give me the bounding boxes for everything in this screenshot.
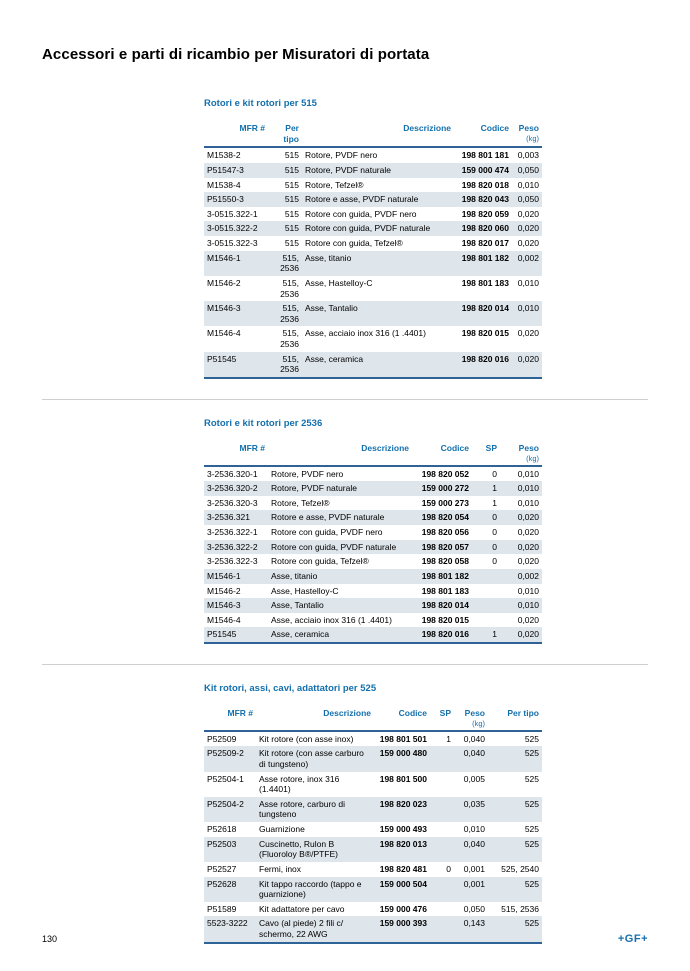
cell-codice: 159 000 272 [421,483,469,494]
cell-per_tipo: 515, 2536 [280,252,299,274]
cell-descrizione: Asse rotore, carburo di tungsteno [259,798,345,820]
cell-mfr: M1546-4 [207,328,241,339]
cell-codice: 198 820 016 [461,353,509,364]
column-header-sp: SP [472,441,500,466]
cell-codice: 198 820 014 [461,303,509,314]
cell-mfr: P51545 [207,353,237,364]
cell-sp: 0 [492,556,497,567]
cell-sp [472,613,500,628]
table-row [204,627,542,643]
cell-per_tipo: 515 [284,150,299,161]
cell-descrizione: Kit adattatore per cavo [259,903,345,914]
cell-descrizione: Guarnizione [259,824,305,834]
cell-per_tipo: 515, 2536 [280,277,299,299]
cell-mfr: M1546-3 [207,303,241,314]
cell-per_tipo: 515 [284,179,299,190]
cell-mfr: M1546-3 [207,600,241,611]
cell-descrizione: Rotore e asse, PVDF naturale [305,194,419,205]
cell-sp: 0 [446,863,451,874]
cell-descrizione: Rotore, Tefzel® [305,179,364,190]
cell-per_tipo: 525 [524,773,539,784]
cell-peso: 0,010 [463,824,485,834]
cell-peso: 0,020 [517,629,539,640]
section-heading: Rotori e kit rotori per 515 [204,98,317,109]
cell-codice: 198 801 182 [461,252,509,263]
cell-codice: 159 000 480 [379,748,427,759]
cell-sp: 1 [492,483,497,494]
cell-mfr: P52509-2 [207,748,244,759]
cell-codice: 159 000 504 [379,878,427,889]
cell-mfr: M1546-2 [207,277,241,288]
cell-per_tipo: 525 [524,878,539,889]
section-divider [42,664,648,665]
cell-descrizione: Rotore con guida, PVDF nero [271,527,383,537]
cell-per_tipo: 515 [284,164,299,175]
cell-codice: 198 820 043 [461,194,509,205]
cell-mfr: P51545 [207,629,237,640]
page-number: 130 [42,934,58,944]
cell-mfr: 3-2536.320-2 [207,483,258,494]
cell-peso: 0,040 [463,838,485,849]
cell-sp [430,822,454,837]
cell-codice: 198 820 013 [379,838,427,849]
cell-descrizione: Kit rotore (con asse carburo di tungsteno) [259,748,364,769]
cell-codice: 198 820 060 [461,223,509,234]
table-row [204,837,542,862]
cell-peso: 0,001 [463,863,485,874]
table-row [204,178,542,193]
parts-table [204,441,542,644]
cell-mfr: M1546-1 [207,252,241,263]
cell-peso: 0,010 [517,468,539,479]
cell-codice: 159 000 393 [379,918,427,929]
gf-logo: +GF+ [617,933,648,945]
table-row [204,731,542,747]
cell-codice: 198 820 016 [421,629,469,640]
cell-descrizione: Asse, acciaio inox 316 (1 .4401) [271,614,392,625]
cell-peso: 0,020 [517,541,539,552]
cell-per_tipo: 515, 2536 [280,353,299,375]
cell-per_tipo: 525 [524,824,539,834]
cell-mfr: 3-2536.320-3 [207,497,258,508]
cell-peso: 0,050 [517,164,539,175]
cell-sp: 1 [492,629,497,640]
cell-descrizione: Cavo (al piede) 2 fili c/ schermo, 22 AWG [259,918,344,939]
cell-codice: 159 000 493 [379,824,427,834]
column-header-peso: Peso (kg) [500,441,542,466]
cell-descrizione: Rotore, PVDF naturale [271,483,357,494]
cell-codice: 159 000 474 [461,164,509,175]
cell-peso: 0,050 [517,194,539,205]
parts-table [204,706,542,944]
cell-mfr: M1546-2 [207,585,241,596]
page-title: Accessori e parti di ricambio per Misuratori di portata [42,46,430,63]
cell-descrizione: Asse, ceramica [271,629,330,640]
cell-mfr: 3-2536.320-1 [207,468,258,479]
table-row [204,822,542,837]
cell-codice: 198 820 052 [421,468,469,479]
cell-peso: 0,002 [517,252,539,263]
cell-per_tipo: 525 [524,918,539,929]
column-header-codice: Codice [454,121,512,147]
column-header-codice: Codice [374,706,430,731]
table-row [204,481,542,496]
table-row [204,221,542,236]
sections [42,98,648,944]
cell-descrizione: Asse, Hastelloy-C [271,585,339,596]
table-row [204,163,542,178]
cell-peso: 0,002 [517,570,539,581]
cell-per_tipo: 515 [284,238,299,248]
cell-codice: 198 820 014 [421,600,469,611]
section-heading: Rotori e kit rotori per 2536 [204,417,323,429]
cell-codice: 159 000 273 [421,497,469,508]
table-row [204,236,542,251]
table-row [204,613,542,628]
cell-peso: 0,010 [517,585,539,596]
cell-codice: 198 801 182 [421,570,469,581]
cell-codice: 159 000 476 [379,903,427,914]
cell-descrizione: Asse, Tantalio [305,303,358,314]
table-row [204,598,542,613]
cell-per_tipo: 525 [524,748,539,759]
cell-peso: 0,020 [517,238,539,248]
table-header-row [204,441,542,466]
column-header-mfr: MFR # [204,121,268,147]
cell-descrizione: Rotore con guida, PVDF nero [305,208,417,219]
cell-peso: 0,020 [517,512,539,523]
cell-descrizione: Asse, acciaio inox 316 (1 .4401) [305,328,426,339]
table-row [204,192,542,207]
cell-codice: 198 801 181 [461,150,509,161]
cell-mfr: P52503 [207,838,237,849]
table-header-row [204,706,542,731]
cell-peso: 0,020 [517,328,539,339]
cell-per_tipo: 525 [524,838,539,849]
table-row [204,251,542,276]
cell-descrizione: Rotore con guida, PVDF naturale [305,223,431,234]
cell-sp [430,746,454,771]
column-header-per_tipo: Per tipo [268,121,302,147]
table-row [204,466,542,482]
cell-descrizione: Rotore, PVDF nero [271,468,344,479]
cell-mfr: 5523-3222 [207,918,248,929]
column-header-codice: Codice [412,441,472,466]
table-row [204,301,542,326]
cell-codice: 198 820 058 [421,556,469,567]
cell-sp [430,797,454,822]
parts-table [204,121,542,379]
table-row [204,510,542,525]
cell-peso: 0,040 [463,733,485,744]
cell-peso: 0,040 [463,748,485,759]
cell-descrizione: Asse, ceramica [305,353,364,364]
table-row [204,797,542,822]
cell-mfr: 3-0515.322-3 [207,238,258,248]
cell-codice: 198 820 481 [379,863,427,874]
cell-peso: 0,001 [463,878,485,889]
table-row [204,746,542,771]
cell-mfr: M1538-4 [207,179,241,190]
page-footer [42,933,648,945]
table-row [204,352,542,378]
section-heading: Kit rotori, assi, cavi, adattatori per 525 [204,683,377,694]
cell-peso: 0,020 [517,527,539,537]
cell-sp: 0 [492,541,497,552]
column-header-mfr: MFR # [204,706,256,731]
table-header-row [204,121,542,147]
cell-codice: 198 801 500 [379,773,427,784]
table-row [204,772,542,797]
table-row [204,877,542,902]
cell-codice: 198 820 057 [421,541,469,552]
table-row [204,584,542,599]
column-header-descrizione: Descrizione [256,706,374,731]
cell-per_tipo: 515, 2536 [280,328,299,349]
cell-mfr: 3-0515.322-1 [207,208,258,219]
cell-per_tipo: 525, 2540 [501,863,539,874]
cell-sp [472,598,500,613]
cell-per_tipo: 515 [284,208,299,219]
cell-peso: 0,020 [517,556,539,567]
cell-codice: 198 820 056 [421,527,469,537]
cell-codice: 198 820 023 [379,798,427,809]
cell-peso: 0,035 [463,798,485,809]
cell-peso: 0,020 [517,208,539,219]
table-row [204,326,542,351]
column-header-peso: Peso (kg) [512,121,542,147]
cell-mfr: P52509 [207,733,237,744]
cell-mfr: P51550-3 [207,194,244,205]
content-column [42,86,648,948]
cell-sp: 0 [492,527,497,537]
table-row [204,540,542,555]
cell-mfr: P52618 [207,824,237,834]
cell-mfr: 3-2536.322-3 [207,556,258,567]
cell-peso: 0,003 [517,150,539,161]
cell-per_tipo: 515, 2536 [501,903,539,914]
cell-descrizione: Rotore con guida, Tefzel® [305,238,403,248]
column-header-mfr: MFR # [204,441,268,466]
cell-mfr: P52628 [207,878,237,889]
column-header-descrizione: Descrizione [302,121,454,147]
cell-descrizione: Rotore con guida, Tefzel® [271,556,369,567]
cell-mfr: M1546-4 [207,614,241,625]
cell-sp: 1 [446,733,451,744]
column-header-descrizione: Descrizione [268,441,412,466]
cell-peso: 0,020 [517,353,539,364]
cell-descrizione: Kit rotore (con asse inox) [259,733,354,744]
cell-codice: 198 820 015 [421,614,469,625]
cell-descrizione: Kit tappo raccordo (tappo e guarnizione) [259,878,362,900]
cell-sp [472,569,500,584]
section-divider [42,399,648,400]
cell-codice: 198 820 017 [461,238,509,248]
cell-mfr: P52504-1 [207,773,244,784]
cell-sp [430,837,454,862]
cell-per_tipo: 515, 2536 [280,303,299,324]
cell-descrizione: Asse, Hastelloy-C [305,277,373,288]
table-row [204,496,542,511]
cell-sp [430,877,454,902]
table-row [204,525,542,540]
cell-peso: 0,010 [517,600,539,611]
table-row [204,147,542,163]
cell-per_tipo: 525 [524,798,539,809]
table-row [204,276,542,301]
cell-peso: 0,010 [517,179,539,190]
cell-descrizione: Rotore, PVDF naturale [305,164,391,175]
table-row [204,569,542,584]
table-row [204,862,542,877]
cell-peso: 0,010 [517,277,539,288]
cell-peso: 0,010 [517,497,539,508]
cell-peso: 0,050 [463,903,485,914]
cell-peso: 0,010 [517,303,539,314]
cell-mfr: M1538-2 [207,150,241,161]
cell-mfr: P51547-3 [207,164,244,175]
cell-sp: 1 [492,497,497,508]
cell-codice: 198 801 183 [421,585,469,596]
cell-mfr: 3-2536.322-1 [207,527,258,537]
cell-per_tipo: 515 [284,194,299,205]
cell-sp [430,902,454,917]
cell-sp: 0 [492,468,497,479]
cell-descrizione: Asse, Tantalio [271,600,324,611]
cell-descrizione: Rotore, PVDF nero [305,150,378,161]
cell-codice: 198 820 015 [461,328,509,339]
cell-peso: 0,020 [517,223,539,234]
cell-codice: 198 801 501 [379,733,427,744]
cell-descrizione: Rotore con guida, PVDF naturale [271,541,397,552]
table-row [204,902,542,917]
cell-mfr: M1546-1 [207,570,241,581]
cell-codice: 198 820 054 [421,512,469,523]
cell-mfr: 3-2536.321 [207,512,251,523]
column-header-sp: SP [430,706,454,731]
cell-peso: 0,005 [463,773,485,784]
cell-mfr: P51589 [207,903,237,914]
cell-codice: 198 820 059 [461,208,509,219]
cell-codice: 198 801 183 [461,277,509,288]
cell-sp [430,772,454,797]
cell-mfr: P52504-2 [207,798,244,809]
cell-sp: 0 [492,512,497,523]
cell-peso: 0,010 [517,483,539,494]
cell-mfr: 3-2536.322-2 [207,541,258,552]
cell-descrizione: Rotore e asse, PVDF naturale [271,512,385,523]
column-header-peso: Peso (kg) [454,706,488,731]
table-row [204,554,542,569]
cell-per_tipo: 525 [524,733,539,744]
column-header-per_tipo: Per tipo [488,706,542,731]
cell-descrizione: Asse, titanio [271,570,318,581]
cell-per_tipo: 515 [284,223,299,234]
cell-descrizione: Rotore, Tefzel® [271,497,330,508]
cell-sp [472,584,500,599]
cell-codice: 198 820 018 [461,179,509,190]
table-row [204,207,542,222]
cell-descrizione: Cuscinetto, Rulon B (Fluoroloy B®/PTFE) [259,838,338,860]
cell-peso: 0,143 [463,918,485,929]
cell-peso: 0,020 [517,614,539,625]
cell-descrizione: Fermi, inox [259,863,302,874]
cell-descrizione: Asse rotore, inox 316 (1.4401) [259,773,340,795]
cell-descrizione: Asse, titanio [305,252,352,263]
cell-mfr: 3-0515.322-2 [207,223,258,234]
cell-mfr: P52527 [207,863,237,874]
